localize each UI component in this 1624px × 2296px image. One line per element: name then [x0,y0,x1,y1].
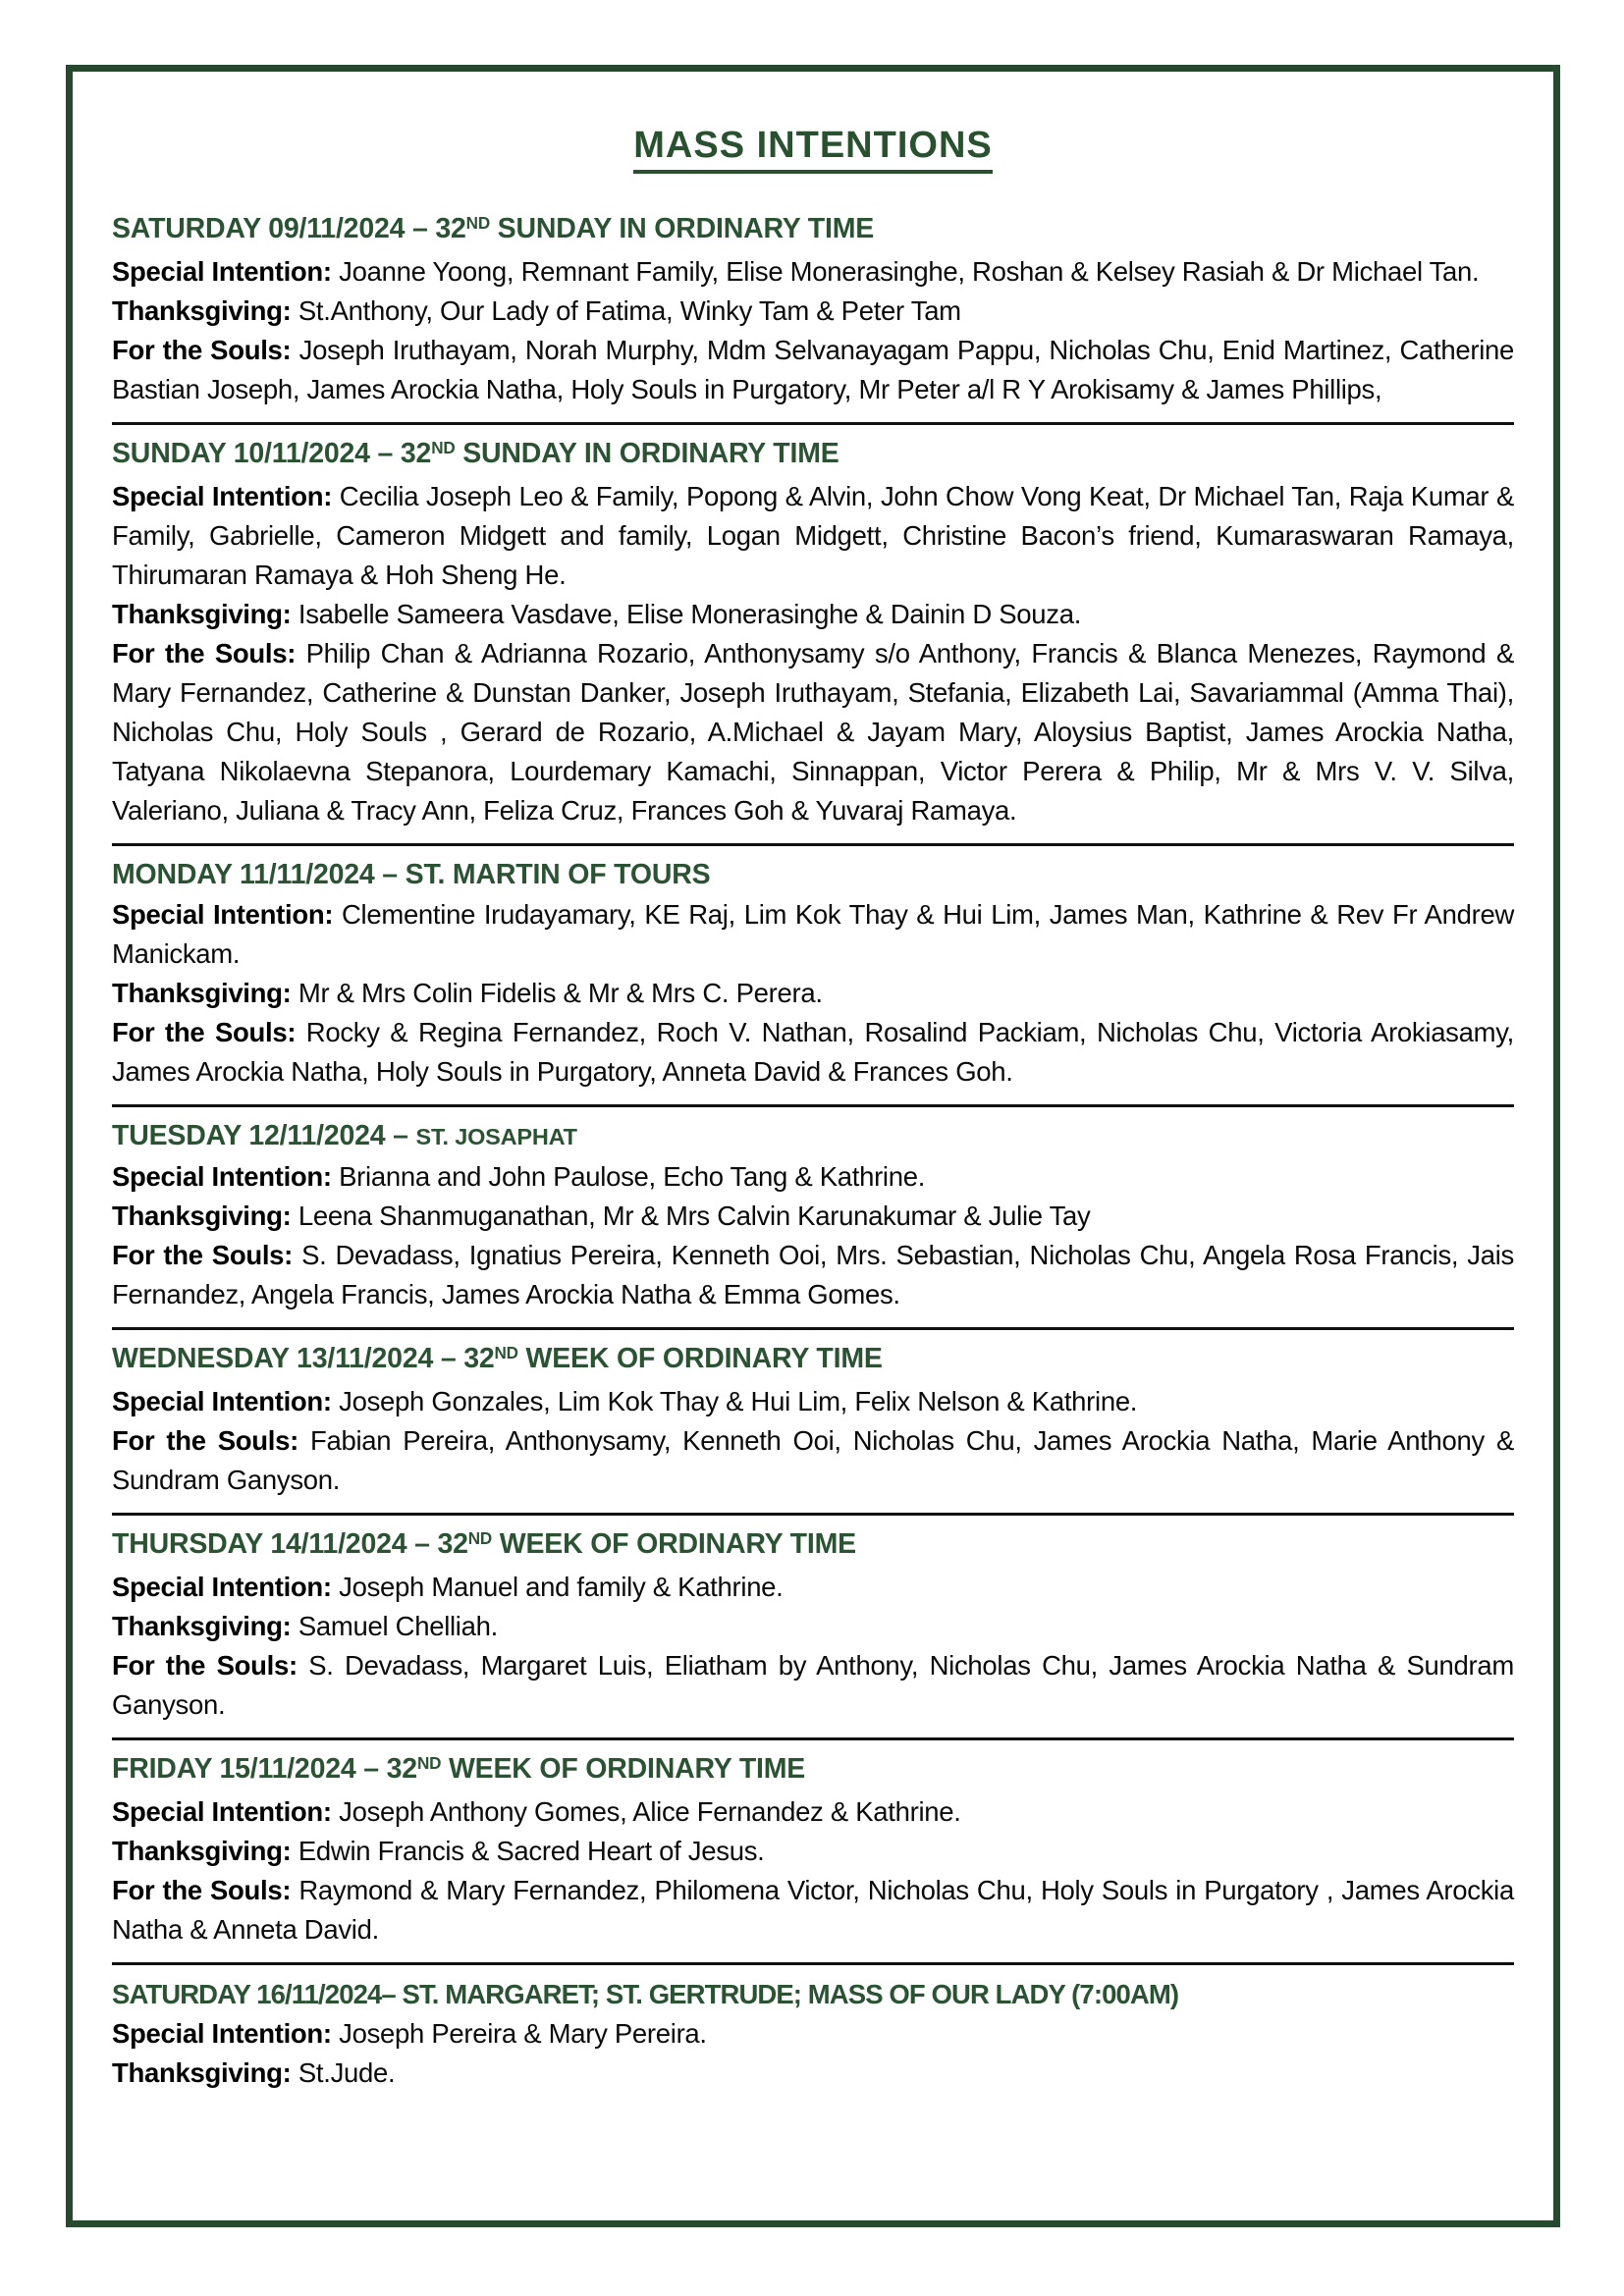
header-feast-text: ST. MARGARET; ST. GERTRUDE; MASS OF OUR LADY (7:00AM) [402,1979,1179,2009]
header-text: MONDAY 11/11/2024 – ST. MARTIN OF TOURS [112,859,711,890]
entry-text: Raymond & Mary Fernandez, Philomena Victor, Nicholas Chu, Holy Souls in Purgatory , James Arockia Natha & Anneta David. [112,1875,1514,1945]
entry-text: Rocky & Regina Fernandez, Roch V. Nathan, Rosalind Packiam, Nicholas Chu, Victoria Arokiasamy, James Arockia Natha, Holy Souls in Purgatory, Anneta David & Frances Goh. [112,1017,1514,1087]
entry-label: Thanksgiving: [112,978,292,1008]
entry-special-intention [112,1157,1514,1197]
section-saturday-09-11 [112,209,1514,409]
section-divider [112,422,1514,425]
section-header [112,1974,1514,2014]
entry-label: Special Intention: [112,1161,332,1192]
entry-text: S. Devadass, Margaret Luis, Eliatham by Anthony, Nicholas Chu, James Arockia Natha & Sundram Ganyson. [112,1650,1515,1720]
entry-text: Edwin Francis & Sacred Heart of Jesus. [298,1836,765,1866]
section-divider [112,1962,1514,1965]
entry-thanksgiving [112,1607,1514,1646]
entry-label: For the Souls: [112,1017,297,1047]
section-header [112,434,1514,477]
entry-special-intention [112,1382,1514,1421]
entry-for-the-souls [112,1646,1514,1725]
entry-label: Thanksgiving: [112,599,292,629]
entry-special-intention [112,1792,1514,1832]
entry-label: For the Souls: [112,1875,292,1905]
entry-label: Special Intention: [112,899,334,930]
entry-text: Joseph Anthony Gomes, Alice Fernandez & Kathrine. [339,1796,961,1827]
entry-special-intention [112,477,1514,595]
header-text: WEEK OF ORDINARY TIME [441,1753,806,1785]
entry-thanksgiving [112,1832,1514,1871]
entry-text: Leena Shanmuganathan, Mr & Mrs Calvin Karunakumar & Julie Tay [298,1201,1091,1231]
entry-text: Philip Chan & Adrianna Rozario, Anthonysamy s/o Anthony, Francis & Blanca Menezes, Raymond & Mary Fernandez, Catherine & Dunstan Danker, Joseph Iruthayam, Stefania, Elizabeth Lai, Savariammal (Amma Thai), Nicholas Chu, Holy Souls , Gerard de Rozario, A.Michael & Jayam Mary, Aloysius Baptist, James Arockia Natha, Tatyana Nikolaevna Stepanora, Lourdemary Kamachi, Sinnappan, Victor Perera & Philip, Mr & Mrs V. V. Silva, Valeriano, Juliana & Tracy Ann, Feliza Cruz, Frances Goh & Yuvaraj Ramaya. [112,638,1514,826]
section-sunday-10-11 [112,434,1514,830]
entry-label: For the Souls: [112,1425,298,1456]
entry-thanksgiving [112,974,1514,1013]
entry-label: For the Souls: [112,335,292,365]
header-text: SUNDAY IN ORDINARY TIME [455,438,839,469]
entry-special-intention [112,2014,1514,2054]
entry-text: Brianna and John Paulose, Echo Tang & Kathrine. [339,1161,926,1192]
entry-label: Thanksgiving: [112,2057,292,2088]
section-divider [112,1104,1514,1107]
entry-text: Mr & Mrs Colin Fidelis & Mr & Mrs C. Perera. [298,978,823,1008]
entry-thanksgiving [112,1197,1514,1236]
entry-label: Special Intention: [112,481,333,511]
title-wrap [112,125,1514,174]
ordinal-superscript: ND [431,438,456,457]
entry-label: Thanksgiving: [112,295,292,326]
entry-label: Special Intention: [112,1386,332,1416]
entry-label: Special Intention: [112,1572,332,1602]
entry-for-the-souls [112,634,1514,830]
header-text: SATURDAY 16/11/2024– [112,1979,403,2009]
section-header [112,855,1514,895]
entry-label: Special Intention: [112,2018,332,2049]
section-friday-15-11 [112,1749,1514,1949]
entry-label: For the Souls: [112,1650,298,1681]
header-text: FRIDAY 15/11/2024 – 32 [112,1753,417,1785]
page-title: MASS INTENTIONS [633,125,992,174]
entry-text: Isabelle Sameera Vasdave, Elise Monerasinghe & Dainin D Souza. [298,599,1082,629]
entry-label: Thanksgiving: [112,1201,292,1231]
section-header [112,209,1514,252]
header-text: WEDNESDAY 13/11/2024 – 32 [112,1343,495,1374]
section-header [112,1339,1514,1382]
entry-text: St.Jude. [298,2057,396,2088]
header-text: TUESDAY 12/11/2024 – [112,1120,416,1151]
header-text: THURSDAY 14/11/2024 – 32 [112,1528,468,1560]
entry-text: Joseph Manuel and family & Kathrine. [339,1572,784,1602]
entry-thanksgiving [112,292,1514,331]
ordinal-superscript: ND [416,1753,442,1773]
entry-for-the-souls [112,1236,1514,1314]
section-divider [112,1737,1514,1740]
ordinal-superscript: ND [467,1528,493,1548]
entry-label: Special Intention: [112,1796,332,1827]
entry-for-the-souls [112,1421,1514,1500]
entry-label: Special Intention: [112,256,332,287]
header-text: SATURDAY 09/11/2024 – 32 [112,213,466,244]
section-header [112,1749,1514,1792]
ordinal-superscript: ND [465,213,490,233]
entry-label: For the Souls: [112,638,297,668]
entry-text: St.Anthony, Our Lady of Fatima, Winky Tam & Peter Tam [298,295,961,326]
entry-text: Clementine Irudayamary, KE Raj, Lim Kok Thay & Hui Lim, James Man, Kathrine & Rev Fr Andrew Manickam. [112,899,1515,969]
section-divider [112,1327,1514,1330]
entry-text: Joseph Gonzales, Lim Kok Thay & Hui Lim, Felix Nelson & Kathrine. [339,1386,1138,1416]
section-thursday-14-11 [112,1524,1514,1725]
header-text: SUNDAY IN ORDINARY TIME [489,213,875,244]
entry-text: Joseph Iruthayam, Norah Murphy, Mdm Selvanayagam Pappu, Nicholas Chu, Enid Martinez, Catherine Bastian Joseph, James Arockia Natha, Holy Souls in Purgatory, Mr Peter a/l R Y Arokisamy & James Phillips, [112,335,1514,404]
section-divider [112,843,1514,846]
header-feast-text: ST. JOSAPHAT [415,1124,577,1149]
section-header [112,1524,1514,1568]
entry-thanksgiving [112,595,1514,634]
header-text: WEEK OF ORDINARY TIME [492,1528,856,1560]
entry-for-the-souls [112,1871,1514,1949]
section-divider [112,1513,1514,1516]
entry-special-intention [112,252,1514,292]
entry-special-intention [112,1568,1514,1607]
entry-text: Fabian Pereira, Anthonysamy, Kenneth Ooi, Nicholas Chu, James Arockia Natha, Marie Anthony & Sundram Ganyson. [112,1425,1514,1495]
page-frame [66,65,1560,2227]
entry-for-the-souls [112,331,1514,409]
entry-special-intention [112,895,1514,974]
ordinal-superscript: ND [494,1343,518,1362]
header-text: SUNDAY 10/11/2024 – 32 [112,438,432,469]
section-tuesday-12-11 [112,1116,1514,1314]
entry-label: For the Souls: [112,1240,294,1270]
page-content [73,72,1553,2093]
entry-thanksgiving [112,2054,1514,2093]
section-wednesday-13-11 [112,1339,1514,1500]
entry-text: Samuel Chelliah. [298,1611,498,1641]
entry-for-the-souls [112,1013,1514,1092]
entry-text: Joanne Yoong, Remnant Family, Elise Monerasinghe, Roshan & Kelsey Rasiah & Dr Michael Tan. [339,256,1480,287]
entry-text: Cecilia Joseph Leo & Family, Popong & Alvin, John Chow Vong Keat, Dr Michael Tan, Raja Kumar & Family, Gabrielle, Cameron Midgett and family, Logan Midgett, Christine Bacon’s friend, Kumaraswaran Ramaya, Thirumaran Ramaya & Hoh Sheng He. [112,481,1514,590]
entry-label: Thanksgiving: [112,1611,292,1641]
section-header [112,1116,1514,1157]
entry-text: Joseph Pereira & Mary Pereira. [339,2018,707,2049]
section-saturday-16-11 [112,1974,1514,2093]
section-monday-11-11 [112,855,1514,1092]
header-text: WEEK OF ORDINARY TIME [517,1343,883,1374]
entry-label: Thanksgiving: [112,1836,292,1866]
entry-text: S. Devadass, Ignatius Pereira, Kenneth Ooi, Mrs. Sebastian, Nicholas Chu, Angela Rosa Francis, Jais Fernandez, Angela Francis, James Arockia Natha & Emma Gomes. [112,1240,1515,1309]
